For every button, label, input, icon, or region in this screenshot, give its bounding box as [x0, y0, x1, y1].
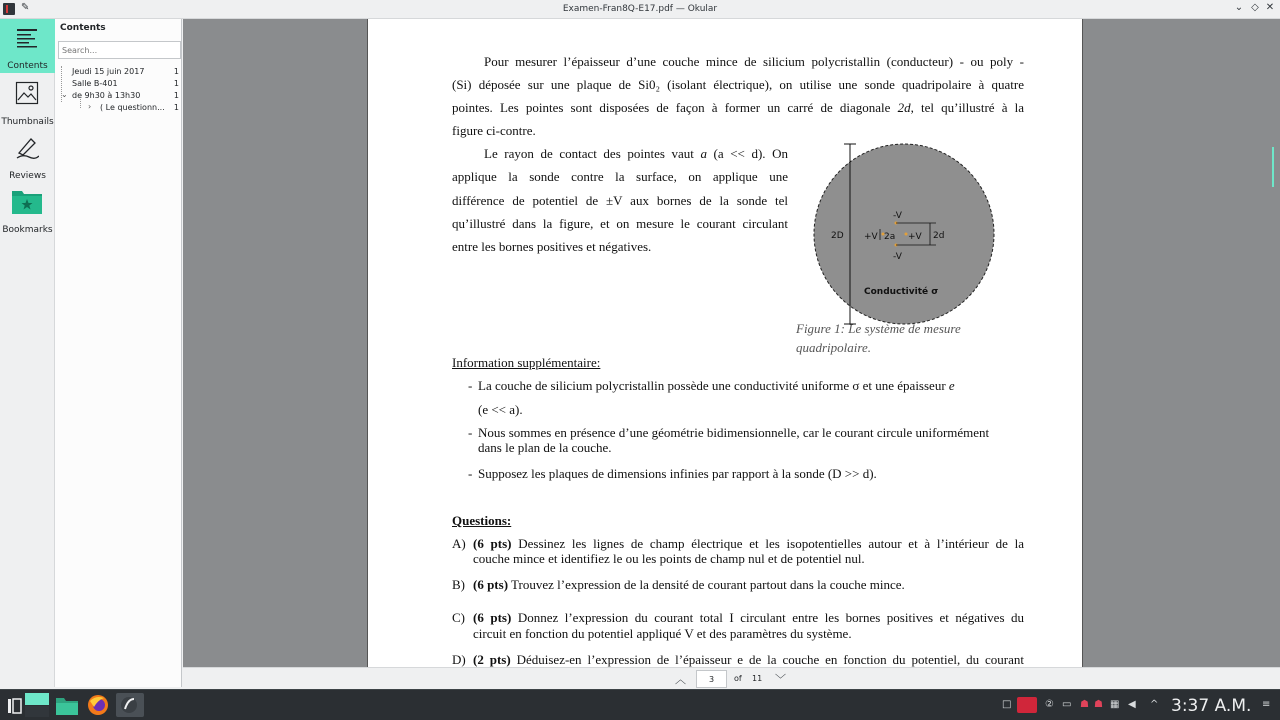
firefox-icon[interactable]	[86, 693, 110, 717]
maximize-button[interactable]: ◇	[1251, 2, 1259, 13]
scrollbar-handle[interactable]	[1272, 147, 1274, 187]
clock[interactable]: 3:37 A.M.	[1171, 696, 1252, 716]
question-label: D)	[452, 652, 466, 667]
probe-figure	[796, 141, 996, 325]
toc-item[interactable]: ⌄ de 9h30 à 13h30 1	[61, 90, 179, 100]
question-text: (2 pts) Déduisez-en l’expression de l’épaisseur e de la couche en fonction du potentiel, du courant	[473, 652, 1024, 667]
contents-label: Contents	[7, 61, 48, 71]
thumbnails-icon	[15, 81, 39, 105]
ghost-icon[interactable]: ☗	[1094, 699, 1103, 710]
svg-text:+V: +V	[908, 232, 922, 242]
svg-text:-V: -V	[893, 211, 902, 221]
contents-panel	[55, 19, 182, 687]
bullet-dash: -	[468, 466, 473, 481]
reviews-label: Reviews	[9, 171, 46, 181]
figure-label-2D: 2D	[831, 231, 844, 241]
sidebar-item-bookmarks[interactable]	[0, 183, 55, 237]
sidebar-navigation	[0, 19, 55, 687]
reviews-icon	[15, 135, 39, 159]
contents-search-input[interactable]	[58, 41, 181, 59]
clipboard-icon[interactable]: □	[1002, 699, 1012, 710]
svg-text:-V: -V	[893, 252, 902, 262]
bullet-dash: -	[468, 425, 473, 440]
bullet-item-cont: (e << a).	[478, 402, 523, 417]
minimize-button[interactable]: ⌄	[1234, 2, 1244, 13]
info-heading: Information supplémentaire:	[452, 355, 601, 370]
question-label: B)	[452, 577, 465, 592]
svg-text:+V: +V	[864, 232, 878, 242]
question-label: A)	[452, 536, 466, 551]
contents-icon	[15, 25, 39, 49]
bullet-item: La couche de silicium polycristallin possède une conductivité uniforme σ et une épaisseur e	[478, 378, 955, 393]
chevron-down-icon[interactable]: ⌄	[61, 90, 68, 99]
paragraph-line: applique la sonde contre la surface, on applique une	[452, 169, 788, 184]
monitor-icon[interactable]: ☗	[1080, 699, 1089, 710]
question-text: (6 pts) Dessinez les lignes de champ électrique et les isopotentielles autour et à l’intérieur de la	[473, 536, 1025, 551]
question-label: C)	[452, 610, 465, 625]
svg-text:2a: 2a	[884, 232, 896, 242]
sidebar-item-reviews[interactable]	[0, 129, 55, 183]
bullet-item-cont: dans le plan de la couche.	[478, 440, 612, 455]
page-of-label: of	[734, 674, 742, 683]
question-text-cont: couche mince et identifiez le ou les points de champ nul et de potentiel nul.	[473, 551, 865, 566]
svg-text:Conductivité σ: Conductivité σ	[864, 287, 939, 297]
previous-page-button[interactable]: ︿	[675, 673, 686, 686]
window-title: Examen-Fran8Q-E17.pdf — Okular	[562, 4, 718, 14]
paragraph-line: entre les bornes positives et négatives.	[452, 239, 652, 254]
svg-text:2d: 2d	[933, 231, 945, 241]
page-number-input[interactable]: 3	[696, 670, 727, 688]
questions-heading: Questions:	[452, 513, 512, 528]
bullet-item: Nous sommes en présence d’une géométrie bidimensionnelle, car le courant circule uniformément	[478, 425, 990, 440]
figure-caption: Figure 1: Le système de mesure quadripolaire.	[796, 321, 961, 355]
paragraph-line: Le rayon de contact des pointes vaut a (a << d). On	[484, 146, 789, 161]
okular-task-button[interactable]	[116, 693, 144, 717]
contents-panel-title: Contents	[60, 23, 106, 33]
bullet-dash: -	[468, 378, 473, 393]
sidebar-item-thumbnails[interactable]	[0, 75, 55, 129]
tray-expand-icon[interactable]: ^	[1150, 699, 1159, 710]
close-button[interactable]: ✕	[1265, 2, 1275, 13]
toc-item[interactable]: › ( Le questionn... 1	[58, 102, 181, 114]
document-view[interactable]	[183, 19, 1280, 667]
total-pages: 11	[752, 674, 763, 683]
toc-item[interactable]: Salle B-401 1	[72, 79, 179, 88]
bullet-item: Supposez les plaques de dimensions infinies par rapport à la sonde (D >> d).	[478, 466, 877, 481]
title-bar	[0, 0, 1280, 19]
question-text-cont: circuit en fonction du potentiel appliqué V et des paramètres du système.	[473, 626, 852, 641]
desktop-pager-icon[interactable]	[25, 693, 49, 717]
question-text: (6 pts) Trouvez l’expression de la densité de courant partout dans la couche mince.	[473, 577, 905, 592]
help-icon[interactable]: ②	[1045, 699, 1054, 710]
notes-app-icon[interactable]	[1017, 697, 1037, 713]
network-icon[interactable]: ▦	[1110, 699, 1120, 710]
next-page-button[interactable]: ﹀	[775, 673, 786, 686]
paragraph-line: qu’illustré dans la figure, et on mesure le courant circulant	[452, 216, 788, 231]
paragraph-line: (Si) déposée sur une plaque de Si0₂ (isolant électrique), on utilise une sonde quadripolaire à quatre	[452, 77, 1024, 92]
bookmarks-icon	[11, 187, 43, 215]
show-desktop-icon[interactable]: ≡	[1262, 699, 1271, 710]
toc-item[interactable]: Jeudi 15 juin 2017 1	[58, 66, 181, 78]
page-navigation-bar	[183, 667, 1280, 689]
paragraph-line: différence de potentiel de ±V aux bornes de la sonde tel	[452, 193, 788, 208]
paragraph-line: figure ci-contre.	[452, 123, 536, 138]
paragraph-line: pointes. Les pointes sont disposées de façon à former un carré de diagonale 2d, tel qu’illustré à la	[452, 100, 1024, 115]
thumbnails-label: Thumbnails	[1, 117, 54, 127]
taskbar	[0, 689, 1280, 720]
volume-icon[interactable]: ◀	[1128, 699, 1136, 710]
chevron-right-icon[interactable]: ›	[88, 102, 92, 111]
bookmarks-label: Bookmarks	[2, 225, 53, 235]
paragraph-line: Pour mesurer l’épaisseur d’une couche mince de silicium polycristallin (conducteur) - ou poly -	[484, 54, 1024, 69]
pdf-page	[367, 19, 1083, 667]
battery-icon[interactable]: ▭	[1062, 699, 1072, 710]
question-text: (6 pts) Donnez l’expression du courant total I circulant entre les bornes positives et négatives du	[473, 610, 1025, 625]
sidebar-item-contents[interactable]	[0, 19, 55, 73]
file-manager-icon[interactable]	[55, 693, 79, 717]
pin-icon[interactable]: ✎	[21, 2, 30, 13]
